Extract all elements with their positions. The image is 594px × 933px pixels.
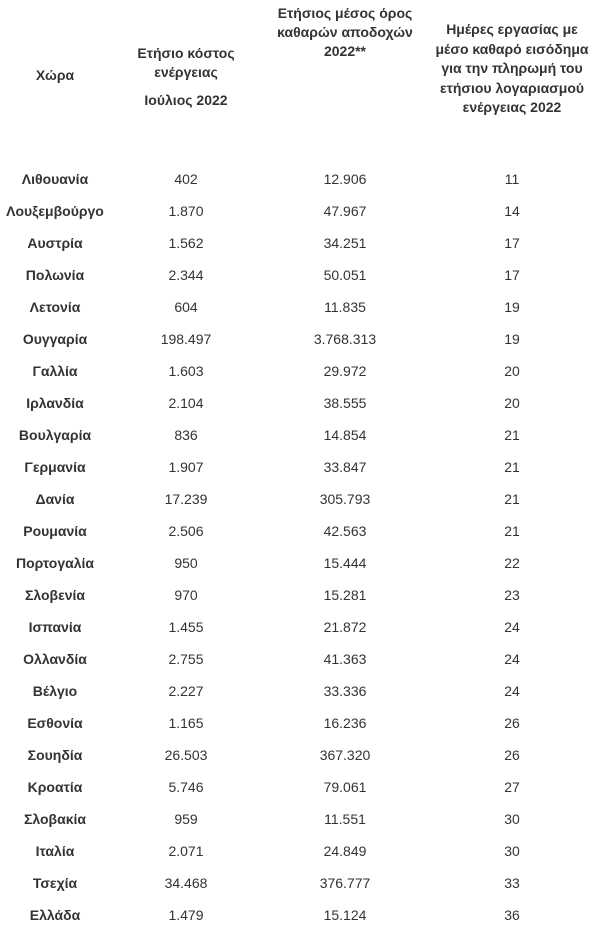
cell-energy-cost: 2.344 [168, 267, 204, 283]
cell-net-earnings: 14.854 [323, 427, 367, 443]
table-row [0, 547, 594, 579]
cell-net-earnings: 15.124 [323, 907, 367, 923]
cell-workdays: 11 [504, 171, 520, 187]
cell-workdays: 19 [504, 299, 520, 315]
cell-country: Σουηδία [27, 747, 83, 763]
cell-workdays: 20 [504, 363, 520, 379]
cell-workdays: 33 [504, 875, 520, 891]
cell-workdays: 20 [504, 395, 520, 411]
cell-workdays: 19 [504, 331, 520, 347]
cell-energy-cost: 1.603 [168, 363, 204, 379]
header-energy-cost [118, 44, 254, 110]
header-energy-cost-label: Ετήσιο κόστος ενέργειας [137, 45, 235, 80]
table-row [0, 419, 594, 451]
cell-workdays: 24 [504, 683, 520, 699]
cell-energy-cost: 2.755 [168, 651, 204, 667]
header-net-earnings: Ετήσιος μέσος όρος καθαρών αποδοχών 2022** [277, 5, 413, 59]
table-row [0, 515, 594, 547]
cell-net-earnings: 11.835 [324, 299, 366, 315]
cell-net-earnings: 38.555 [323, 395, 367, 411]
cell-workdays: 36 [504, 907, 520, 923]
cell-net-earnings: 41.363 [323, 651, 367, 667]
table-row [0, 771, 594, 803]
cell-energy-cost: 1.165 [168, 715, 204, 731]
cell-workdays: 14 [504, 203, 520, 219]
cell-energy-cost: 950 [174, 555, 198, 571]
cell-country: Δανία [35, 491, 75, 507]
cell-net-earnings: 34.251 [323, 235, 367, 251]
header-workdays: Ημέρες εργασίας με μέσο καθαρό εισόδημα για την πληρωμή του ετήσιου λογαριασμού ενέργειας 2022 [435, 21, 589, 115]
table-row [0, 323, 594, 355]
cell-country: Ελλάδα [29, 907, 81, 923]
cell-workdays: 21 [504, 523, 520, 539]
cell-country: Βουλγαρία [18, 427, 92, 443]
cell-energy-cost: 17.239 [164, 491, 208, 507]
cell-country: Γαλλία [32, 363, 78, 379]
table-row [0, 867, 594, 899]
cell-net-earnings: 29.972 [323, 363, 367, 379]
cell-country: Εσθονία [27, 715, 83, 731]
cell-country: Σλοβακία [23, 811, 87, 827]
cell-net-earnings: 15.444 [323, 555, 367, 571]
cell-energy-cost: 1.907 [168, 459, 204, 475]
cell-country: Ιταλία [35, 843, 75, 859]
cell-workdays: 24 [504, 619, 520, 635]
table-row [0, 835, 594, 867]
cell-energy-cost: 5.746 [168, 779, 204, 795]
cell-workdays: 27 [504, 779, 520, 795]
table-row [0, 451, 594, 483]
cell-country: Βέλγιο [32, 683, 78, 699]
table-body [0, 163, 594, 931]
cell-workdays: 17 [504, 235, 520, 251]
cell-energy-cost: 26.503 [164, 747, 208, 763]
cell-workdays: 21 [504, 427, 520, 443]
cell-energy-cost: 198.497 [160, 331, 212, 347]
table-row [0, 195, 594, 227]
cell-country: Ισπανία [28, 619, 82, 635]
cell-workdays: 30 [504, 811, 520, 827]
cell-energy-cost: 2.227 [168, 683, 204, 699]
table-row [0, 387, 594, 419]
table-row [0, 291, 594, 323]
cell-country: Πορτογαλία [15, 555, 95, 571]
cell-net-earnings: 21.872 [323, 619, 367, 635]
cell-net-earnings: 16.236 [323, 715, 367, 731]
table-row [0, 579, 594, 611]
cell-workdays: 26 [504, 715, 520, 731]
cell-country: Ρουμανία [23, 523, 87, 539]
cell-country: Κροατία [27, 779, 83, 795]
cell-workdays: 22 [504, 555, 520, 571]
table-row [0, 355, 594, 387]
cell-energy-cost: 959 [174, 811, 198, 827]
cell-energy-cost: 1.870 [168, 203, 204, 219]
cell-country: Ολλανδία [23, 651, 87, 667]
cell-net-earnings: 79.061 [323, 779, 367, 795]
cell-country: Τσεχία [32, 875, 78, 891]
cell-country: Γερμανία [24, 459, 86, 475]
table-row [0, 611, 594, 643]
cell-net-earnings: 47.967 [323, 203, 367, 219]
cell-country: Λετονία [29, 299, 81, 315]
cell-energy-cost: 34.468 [164, 875, 208, 891]
cell-net-earnings: 367.320 [319, 747, 371, 763]
cell-energy-cost: 970 [174, 587, 198, 603]
cell-workdays: 17 [504, 267, 520, 283]
cell-workdays: 21 [504, 491, 520, 507]
cell-workdays: 26 [504, 747, 520, 763]
cell-workdays: 24 [504, 651, 520, 667]
table-row [0, 259, 594, 291]
table-row [0, 163, 594, 195]
cell-energy-cost: 402 [174, 171, 198, 187]
cell-net-earnings: 376.777 [319, 875, 371, 891]
cell-energy-cost: 2.104 [168, 395, 204, 411]
cell-energy-cost: 1.562 [168, 235, 204, 251]
cell-net-earnings: 12.906 [323, 171, 367, 187]
cell-energy-cost: 1.479 [168, 907, 204, 923]
cell-country: Λιθουανία [21, 171, 89, 187]
cell-country: Σλοβενία [24, 587, 86, 603]
cell-country: Πολωνία [25, 267, 85, 283]
cell-net-earnings: 305.793 [319, 491, 371, 507]
table-row [0, 483, 594, 515]
header-country: Χώρα [35, 67, 75, 83]
cell-country: Αυστρία [27, 235, 83, 251]
cell-country: Ιρλανδία [26, 395, 84, 411]
cell-net-earnings: 33.336 [323, 683, 367, 699]
cell-workdays: 23 [504, 587, 520, 603]
cell-net-earnings: 11.551 [324, 811, 366, 827]
cell-workdays: 30 [504, 843, 520, 859]
cell-country: Ουγγαρία [22, 331, 88, 347]
table-row [0, 803, 594, 835]
table-row [0, 675, 594, 707]
cell-workdays: 21 [504, 459, 520, 475]
cell-net-earnings: 15.281 [323, 587, 367, 603]
cell-country: Λουξεμβούργο [6, 203, 104, 219]
cell-net-earnings: 24.849 [323, 843, 367, 859]
table-row [0, 227, 594, 259]
table-row [0, 739, 594, 771]
cell-energy-cost: 604 [174, 299, 198, 315]
cell-energy-cost: 2.506 [168, 523, 204, 539]
cell-net-earnings: 42.563 [323, 523, 367, 539]
cell-energy-cost: 2.071 [168, 843, 204, 859]
cell-net-earnings: 3.768.313 [313, 331, 377, 347]
table-row [0, 643, 594, 675]
table-row [0, 899, 594, 931]
cell-energy-cost: 1.455 [168, 619, 204, 635]
table-header [0, 0, 594, 148]
cell-net-earnings: 33.847 [323, 459, 367, 475]
cell-net-earnings: 50.051 [323, 267, 367, 283]
table-row [0, 707, 594, 739]
header-energy-cost-date: Ιούλιος 2022 [144, 92, 228, 108]
cell-energy-cost: 836 [174, 427, 198, 443]
